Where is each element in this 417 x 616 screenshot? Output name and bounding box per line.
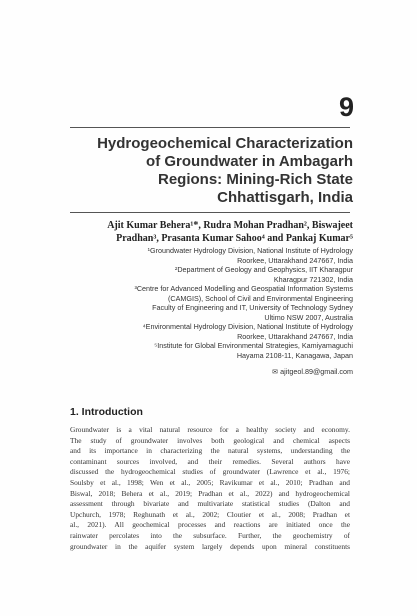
affiliation-line: ⁵Institute for Global Environmental Strategies, Kamiyamaguchi	[154, 341, 353, 350]
body-line: Biswal, 2018; Behera et al., 2019; Pradhan et al., 2022) and hydrogeochemical	[70, 488, 350, 498]
body-line: Groundwater is a vital natural resource for a healthy society and economy.	[70, 425, 350, 434]
body-line: and its importance in characterizing the natural systems, understanding the	[70, 446, 350, 456]
body-line: discussed the hydrogeochemical studies of groundwater (Lawrence et al., 1976;	[70, 467, 350, 477]
affiliation-line: Faculty of Engineering and IT, University of Technology Sydney	[152, 303, 353, 312]
body-line: assessment through bivariate and multivariate statistical studies (Dalton and	[70, 499, 350, 509]
title-line: Chhattisgarh, India	[217, 189, 353, 206]
title-line: Hydrogeochemical Characterization	[97, 135, 353, 152]
authors-line: Pradhan³, Prasanta Kumar Sahoo⁴ and Pankaj Kumar⁵	[116, 233, 353, 244]
affiliation-line: ²Department of Geology and Geophysics, IIT Kharagpur	[174, 265, 353, 274]
affiliation-line: Ultimo NSW 2007, Australia	[264, 312, 353, 322]
body-line: groundwater in the aquifer system largely depends upon mineral constituents	[70, 541, 350, 551]
authors	[53, 219, 353, 245]
affiliation-line: Roorkee, Uttarakhand 247667, India	[237, 331, 353, 341]
title-line: Regions: Mining-Rich State	[158, 171, 353, 188]
chapter-number: 9	[338, 92, 354, 122]
body-line: al., 2021). All geochemical processes and reactions are initiated once the	[70, 520, 350, 530]
title-line: of Groundwater in Ambagarh	[146, 153, 353, 170]
author-email[interactable]: ajitgeol.89@gmail.com	[280, 367, 353, 376]
chapter-rule	[70, 127, 350, 128]
title-rule	[70, 212, 350, 213]
affiliation-line: (CAMGIS), School of Civil and Environmental Engineering	[168, 293, 353, 303]
affiliation-line: Roorkee, Uttarakhand 247667, India	[237, 255, 353, 265]
chapter-title	[53, 135, 353, 207]
body-line: The study of groundwater involves both geological and chemical aspects	[70, 435, 350, 445]
envelope-icon: ✉	[272, 367, 279, 376]
affiliation-line: ³Centre for Advanced Modelling and Geospatial Information Systems	[134, 284, 353, 293]
affiliation-line: Hayama 2108-11, Kanagawa, Japan	[236, 350, 353, 360]
authors-line: Ajit Kumar Behera¹*, Rudra Mohan Pradhan², Biswajeet	[107, 220, 353, 231]
section-body	[70, 425, 350, 552]
affiliations	[53, 246, 353, 360]
affiliation-line: ⁴Environmental Hydrology Division, National Institute of Hydrology	[142, 322, 353, 331]
affiliation-line: ¹Groundwater Hydrology Division, National Institute of Hydrology	[147, 246, 353, 255]
body-line: rainwater percolates into the subsurface. Further, the geochemistry of	[70, 530, 350, 540]
body-line: contaminant sources involved, and their remedies. Several authors have	[70, 456, 350, 466]
section-heading: 1. Introduction	[70, 406, 143, 418]
body-line: Soulsby et al., 1998; Wen et al., 2005; Ravikumar et al., 2010; Pradhan and	[70, 477, 350, 487]
affiliation-line: Kharagpur 721302, India	[273, 274, 353, 284]
email-line	[272, 367, 353, 376]
body-line: Upchurch, 1978; Reghunath et al., 2002; Cloutier et al., 2008; Pradhan et	[70, 509, 350, 519]
